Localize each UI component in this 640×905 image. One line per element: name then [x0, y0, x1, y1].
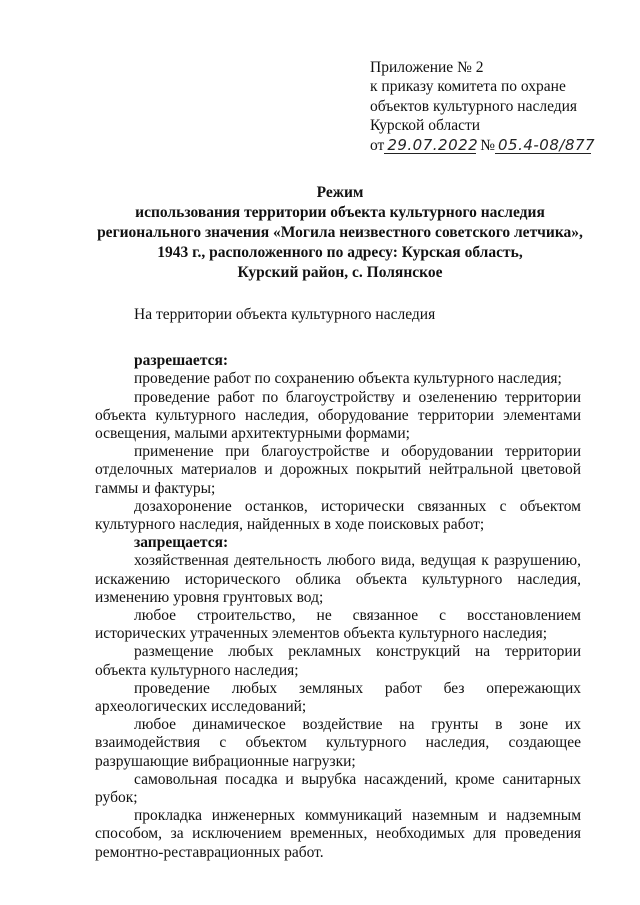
handwritten-number: 05.4-08/877	[495, 137, 591, 154]
intro-paragraph: На территории объекта культурного наследия	[134, 306, 436, 323]
appendix-committee-line: объектов культурного наследия	[370, 97, 578, 115]
from-label: от	[370, 136, 385, 154]
allowed-heading: разрешается:	[134, 352, 229, 370]
appendix-region-line: Курской области	[370, 117, 481, 135]
document-title	[80, 183, 600, 283]
title-line-2: использования территории объекта культурного наследия	[135, 204, 545, 221]
allowed-item: применение при благоустройстве и оборудовании территории отделочных материалов и дорожных покрытий нейтральной цветовой гаммы и фактуры;	[95, 443, 581, 497]
appendix-block	[370, 58, 620, 155]
appendix-order-line: к приказу комитета по охране	[370, 78, 566, 96]
forbidden-heading: запрещается:	[134, 534, 229, 552]
forbidden-item: любое динамическое воздействие на грунты в зоне их взаимодействия с объектом культурного наследия, создающее разрушающие вибрационные нагрузки;	[95, 716, 581, 770]
title-line-3: регионального значения «Могила неизвестного советского летчика»,	[97, 224, 583, 241]
title-line-5: Курский район, с. Полянское	[237, 264, 443, 281]
document-body	[95, 306, 581, 862]
handwritten-date: 29.07.2022	[384, 137, 476, 154]
forbidden-item: проведение любых земляных работ без опережающих археологических исследований;	[95, 679, 581, 716]
order-date-number-line	[370, 136, 620, 155]
forbidden-item: прокладка инженерных коммуникаций наземным и надземным способом, за исключением временных, необходимых для проведения ремонтно-реставрационных работ.	[95, 807, 581, 861]
forbidden-item: размещение любых рекламных конструкций на территории объекта культурного наследия;	[95, 643, 581, 679]
allowed-item: дозахоронение останков, исторически связанных с объектом культурного наследия, найденных в ходе поисковых работ;	[95, 497, 581, 534]
forbidden-item: самовольная посадка и вырубка насаждений, кроме санитарных рубок;	[95, 770, 581, 807]
allowed-item: проведение работ по сохранению объекта культурного наследия;	[134, 370, 562, 388]
title-line-1: Режим	[316, 184, 364, 201]
forbidden-item: хозяйственная деятельность любого вида, ведущая к разрушению, искажению исторического облика объекта культурного наследия, изменению уровня грунтовых вод;	[95, 552, 581, 606]
forbidden-item: любое строительство, не связанное с восстановлением исторических утраченных элементов объекта культурного наследия;	[95, 607, 581, 643]
title-line-4: 1943 г., расположенного по адресу: Курская область,	[157, 244, 523, 261]
number-label: №	[480, 136, 495, 154]
appendix-number: Приложение № 2	[370, 59, 484, 76]
allowed-item: проведение работ по благоустройству и озеленению территории объекта культурного наследия, оборудование территории элементами освещения, малыми архитектурными формами;	[95, 388, 581, 443]
